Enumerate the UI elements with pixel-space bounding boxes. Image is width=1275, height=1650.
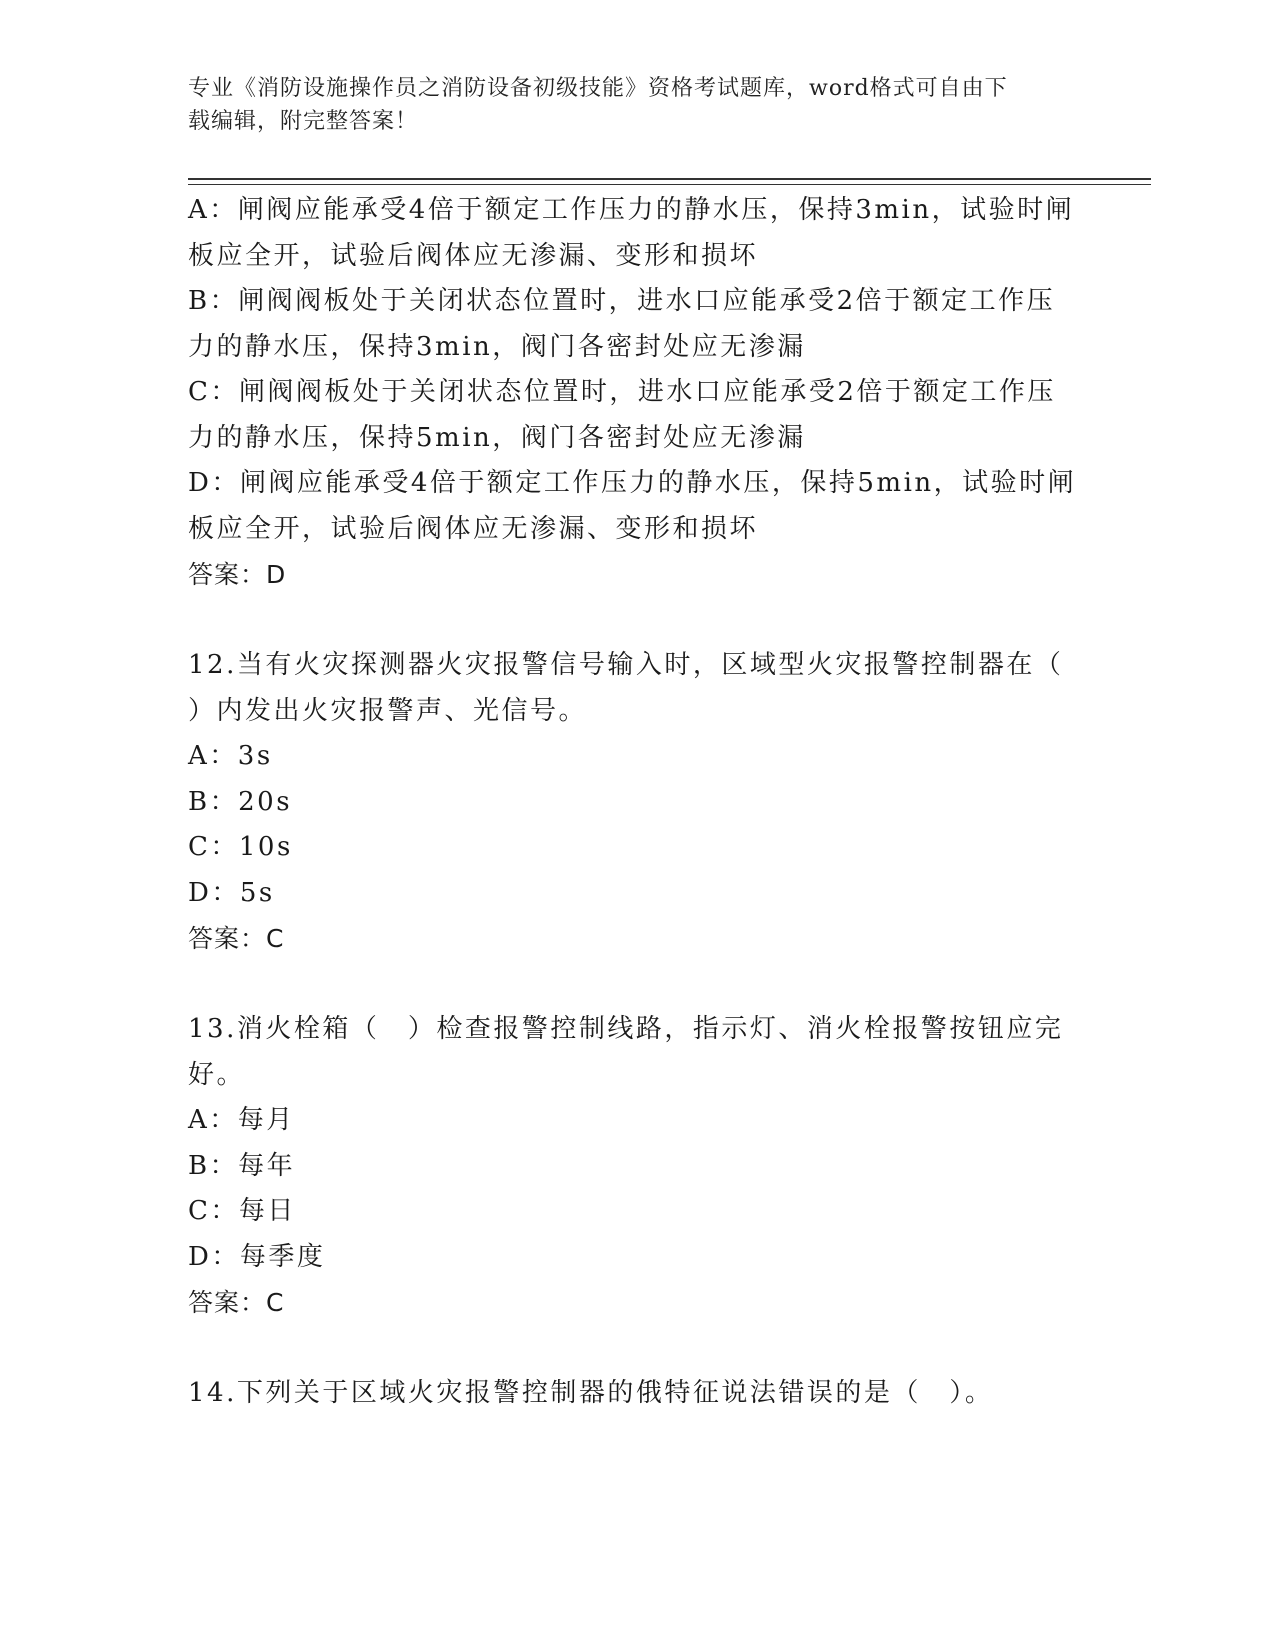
question-13-option-d: D：每季度 xyxy=(188,1241,326,1272)
question-12-option-b: B：20s xyxy=(188,786,293,817)
question-14-stem-line-1: 14.下列关于区域火灾报警控制器的俄特征说法错误的是（ ）。 xyxy=(188,1378,994,1408)
header-divider-thick xyxy=(188,178,1151,180)
answer-12: 答案：C xyxy=(188,924,285,953)
option-b-line-1: B：闸阀阀板处于关闭状态位置时，进水口应能承受2倍于额定工作压 xyxy=(188,286,1056,316)
option-d-line-2: 板应全开，试验后阀体应无渗漏、变形和损坏 xyxy=(188,513,759,544)
spacer xyxy=(188,1326,1088,1372)
question-12 xyxy=(188,643,1088,962)
question-12-stem-line-2: ）内发出火灾报警声、光信号。 xyxy=(188,695,588,726)
spacer xyxy=(188,962,1088,1008)
option-b-line-2: 力的静水压，保持3min，阀门各密封处应无渗漏 xyxy=(188,331,806,362)
header-line-2: 载编辑，附完整答案！ xyxy=(188,109,419,134)
question-12-option-c: C：10s xyxy=(188,832,293,862)
answer-11: 答案：D xyxy=(188,560,287,589)
question-13 xyxy=(188,1007,1088,1326)
question-content xyxy=(188,188,1088,1417)
option-c-line-2: 力的静水压，保持5min，阀门各密封处应无渗漏 xyxy=(188,422,806,453)
header-line-1: 专业《消防设施操作员之消防设备初级技能》资格考试题库，word格式可自由下 xyxy=(188,76,1008,101)
question-13-option-c: C：每日 xyxy=(188,1196,296,1226)
header-divider-thin xyxy=(188,184,1151,185)
answer-13: 答案：C xyxy=(188,1288,285,1317)
question-12-stem-line-1: 12.当有火灾探测器火灾报警信号输入时，区域型火灾报警控制器在（ xyxy=(188,650,1064,680)
question-12-option-d: D：5s xyxy=(188,877,275,908)
question-13-stem-line-1: 13.消火栓箱（ ）检查报警控制线路，指示灯、消火栓报警按钮应完 xyxy=(188,1014,1064,1044)
document-header xyxy=(188,72,1068,138)
question-13-option-a: A：每月 xyxy=(188,1105,295,1135)
option-a-line-1: A：闸阀应能承受4倍于额定工作压力的静水压，保持3min，试验时闸 xyxy=(188,195,1075,225)
option-a-line-2: 板应全开，试验后阀体应无渗漏、变形和损坏 xyxy=(188,240,759,271)
question-12-option-a: A：3s xyxy=(188,741,273,771)
question-14 xyxy=(188,1371,1088,1417)
question-13-option-b: B：每年 xyxy=(188,1150,296,1181)
question-13-stem-line-2: 好。 xyxy=(188,1059,246,1090)
option-c-line-1: C：闸阀阀板处于关闭状态位置时，进水口应能承受2倍于额定工作压 xyxy=(188,377,1056,407)
option-d-line-1: D：闸阀应能承受4倍于额定工作压力的静水压，保持5min，试验时闸 xyxy=(188,468,1077,498)
spacer xyxy=(188,598,1088,644)
question-11-options xyxy=(188,188,1088,598)
